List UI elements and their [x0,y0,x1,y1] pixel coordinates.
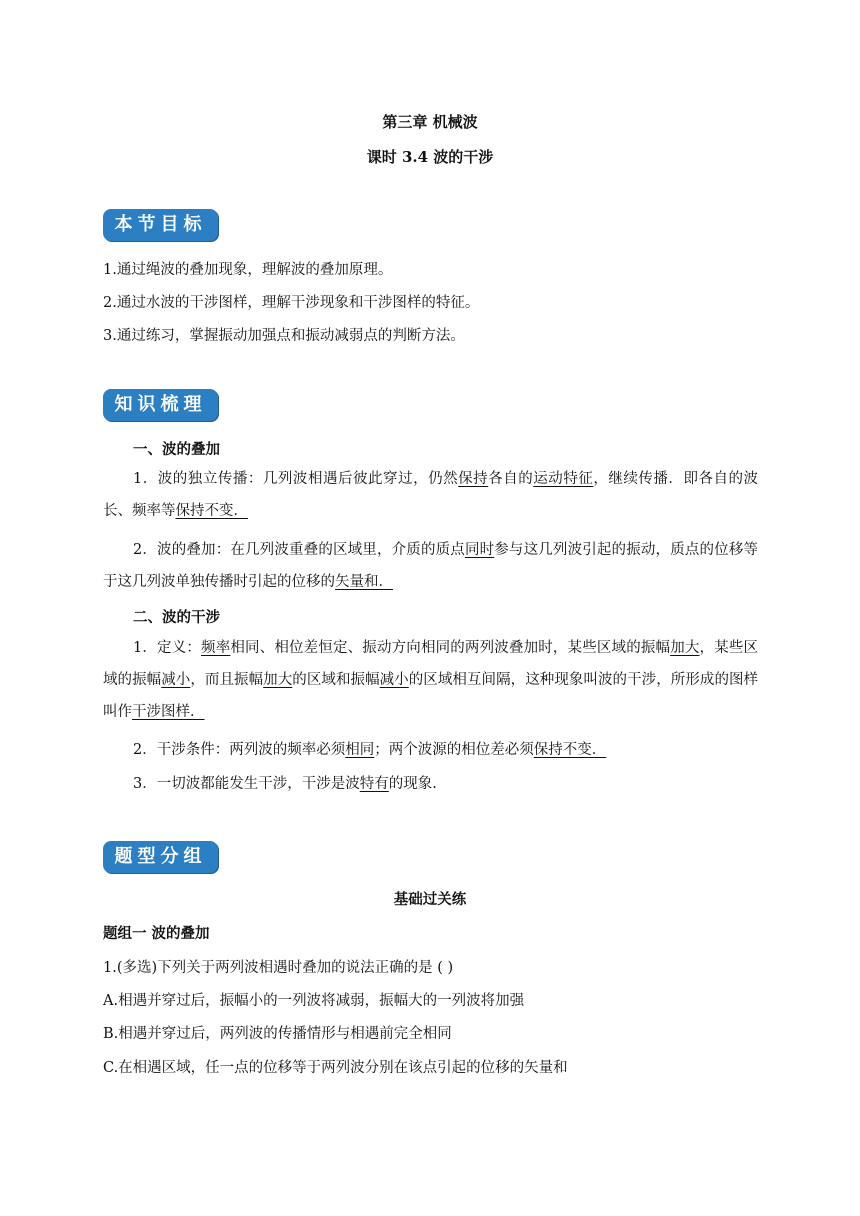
knowledge-paragraph-2 [103,534,758,598]
text-run: 各自的 [488,471,534,487]
text-run: 3．一切波都能发生干涉，干涉是波 [133,776,360,792]
section-heading: 一、波的叠加 [133,441,220,458]
text-run: 1．波的独立传播：几列波相遇后彼此穿过，仍然 [133,471,459,487]
question-text: 1.(多选)下列关于两列波相遇时叠加的说法正确的是 ( ) [103,960,454,976]
chapter-title: 第三章 机械波 [382,113,478,131]
option-c: C.在相遇区域，任一点的位移等于两列波分别在该点引起的位移的矢量和 [103,1060,568,1076]
text-run: 相同、相位差恒定、振动方向相同的两列波叠加时，某些区域的振幅 [230,640,671,656]
text-run: ，某些区域的振幅 [103,640,759,688]
underlined-term: 保持 [458,471,489,487]
underlined-term: 矢量和． [335,574,393,590]
text-run: ；两个波源的相位差必须 [374,742,534,758]
underlined-term: 相同 [345,742,375,758]
underlined-term: 加大 [263,672,293,688]
exercises-badge: 题型分组 [103,841,218,873]
knowledge-paragraph-5 [103,768,758,800]
goal-item: 1.通过绳波的叠加现象，理解波的叠加原理。 [103,262,393,278]
underlined-term: 特有 [359,776,389,792]
goals-badge: 本节目标 [103,209,218,241]
text-run: 2．波的叠加：在几列波重叠的区域里，介质的质点 [133,542,465,558]
underlined-term: 加大 [670,640,700,656]
text-run: ，继续传播．即各自的波长、频率等 [103,471,759,519]
knowledge-badge: 知识梳理 [103,389,218,421]
exercises-subtitle: 基础过关练 [393,891,467,908]
underlined-term: 运动特征 [533,471,594,487]
knowledge-paragraph-1 [103,463,758,527]
text-run: 2．干涉条件：两列波的频率必须 [133,742,346,758]
underlined-term: 保持不变． [533,742,607,758]
group-heading: 题组一 波的叠加 [103,925,210,942]
section-heading: 二、波的干涉 [133,609,220,626]
text-run: ，而且振幅 [190,672,264,688]
underlined-term: 减小 [379,672,409,688]
lesson-title: 课时 3.4 波的干涉 [366,148,494,166]
text-run: 1．定义： [133,640,202,656]
underlined-term: 保持不变． [175,503,248,519]
goal-item: 3.通过练习，掌握振动加强点和振动减弱点的判断方法。 [103,328,465,344]
underlined-term: 干涉图样． [132,704,205,720]
knowledge-paragraph-4 [103,734,758,766]
text-run: 参与这几列波引起的振动，质点的位移等于这几列波单独传播时引起的位移的 [103,542,759,590]
option-a: A.相遇并穿过后，振幅小的一列波将减弱，振幅大的一列波将加强 [103,993,525,1009]
knowledge-paragraph-3 [103,632,758,728]
text-run: 的现象. [388,776,437,792]
text-run: 的区域和振幅 [292,672,380,688]
underlined-term: 同时 [464,542,495,558]
underlined-term: 频率 [201,640,231,656]
underlined-term: 减小 [161,672,191,688]
goal-item: 2.通过水波的干涉图样，理解干涉现象和干涉图样的特征。 [103,295,480,311]
option-b: B.相遇并穿过后，两列波的传播情形与相遇前完全相同 [103,1026,452,1042]
text-run: 的区域相互间隔，这种现象叫波的干涉，所形成的图样叫作 [103,672,759,720]
